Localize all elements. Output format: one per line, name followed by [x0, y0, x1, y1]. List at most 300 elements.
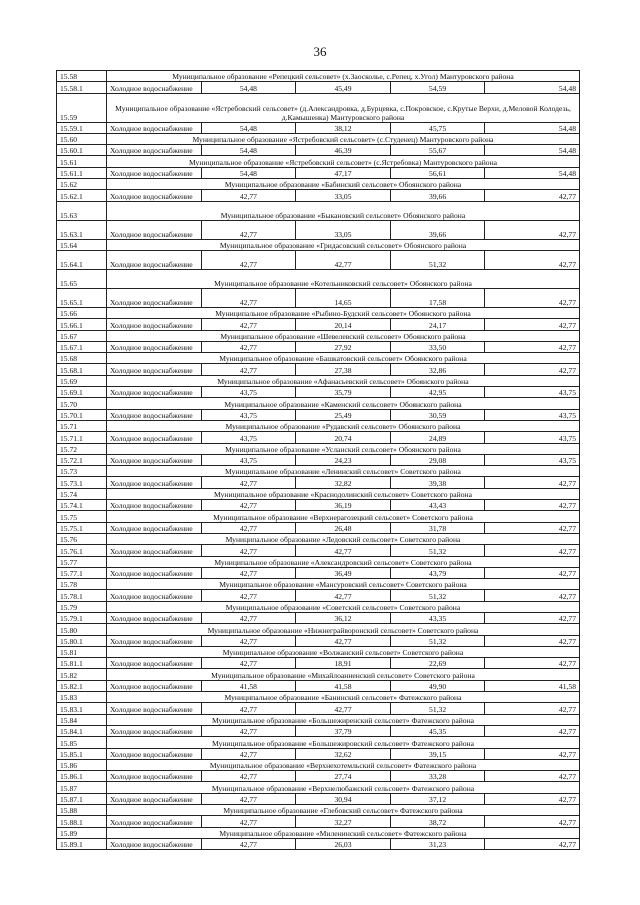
row-code: 15.65.1	[57, 288, 107, 307]
row-code: 15.78.1	[57, 590, 107, 601]
tariff-value: 42,77	[485, 220, 580, 239]
page-number: 36	[313, 44, 327, 59]
service-name: Холодное водоснабжение	[107, 250, 202, 269]
tariff-value: 42,77	[201, 190, 296, 201]
municipality-name: Муниципальное образование «Верхнехотемльский сельсовет» Фатежского района	[107, 759, 580, 770]
tariff-value: 42,77	[485, 816, 580, 827]
tariff-value: 18,91	[296, 658, 391, 669]
municipality-header-row	[57, 488, 580, 499]
tariff-value: 32,62	[296, 748, 391, 759]
tariff-value: 42,77	[485, 658, 580, 669]
tariff-value: 56,61	[390, 167, 485, 178]
service-name: Холодное водоснабжение	[107, 793, 202, 804]
tariff-value: 42,77	[485, 319, 580, 330]
municipality-name: Муниципальное образование «Усланский сельсовет» Обоянского района	[107, 443, 580, 454]
row-code: 15.70.1	[57, 409, 107, 420]
tariff-row	[57, 432, 580, 443]
service-name: Холодное водоснабжение	[107, 771, 202, 782]
tariff-row	[57, 122, 580, 133]
municipality-name: Муниципальное образование «Волжанский сельсовет» Советского района	[107, 646, 580, 657]
row-code: 15.75.1	[57, 522, 107, 533]
tariff-value: 42,77	[201, 288, 296, 307]
row-code: 15.80	[57, 624, 107, 635]
tariff-row	[57, 725, 580, 736]
tariff-value: 35,79	[296, 387, 391, 398]
tariff-value: 54,48	[485, 167, 580, 178]
municipality-name: Муниципальное образование «Ленинский сельсовет» Советского района	[107, 466, 580, 477]
tariff-value: 37,79	[296, 725, 391, 736]
municipality-header-row	[57, 156, 580, 167]
service-name: Холодное водоснабжение	[107, 567, 202, 578]
service-name: Холодное водоснабжение	[107, 167, 202, 178]
tariff-value: 32,86	[390, 364, 485, 375]
row-code: 15.88	[57, 805, 107, 816]
tariff-value: 30,94	[296, 793, 391, 804]
municipality-header-row	[57, 692, 580, 703]
tariff-value: 45,35	[390, 725, 485, 736]
tariff-row	[57, 82, 580, 93]
tariff-value: 42,77	[485, 612, 580, 623]
tariff-value: 25,49	[296, 409, 391, 420]
municipality-header-row	[57, 759, 580, 770]
tariff-row	[57, 409, 580, 420]
tariff-row	[57, 748, 580, 759]
row-code: 15.73	[57, 466, 107, 477]
tariff-value: 42,77	[296, 703, 391, 714]
municipality-name: Муниципальное образование «Афанасьевский сельсовет» Обоянского района	[107, 375, 580, 386]
tariff-value: 43,75	[485, 454, 580, 465]
tariff-value: 38,72	[390, 816, 485, 827]
row-code: 15.74.1	[57, 500, 107, 511]
tariff-value: 42,77	[201, 567, 296, 578]
row-code: 15.83	[57, 692, 107, 703]
row-code: 15.78	[57, 579, 107, 590]
service-name: Холодное водоснабжение	[107, 122, 202, 133]
tariff-value: 42,77	[485, 477, 580, 488]
tariff-value: 31,78	[390, 522, 485, 533]
tariff-value: 54,48	[201, 82, 296, 93]
row-code: 15.68	[57, 353, 107, 364]
row-code: 15.85	[57, 737, 107, 748]
municipality-header-row	[57, 579, 580, 590]
municipality-header-row	[57, 533, 580, 544]
tariff-value: 45,75	[390, 122, 485, 133]
row-code: 15.89.1	[57, 838, 107, 849]
tariff-value: 42,77	[485, 635, 580, 646]
tariff-row	[57, 288, 580, 307]
tariff-value: 42,77	[201, 220, 296, 239]
tariff-value: 42,77	[485, 838, 580, 849]
tariff-value: 51,32	[390, 250, 485, 269]
municipality-header-row	[57, 201, 580, 220]
municipality-name: Муниципальное образование «Ястребовский сельсовет» (с.Студенец) Мантуровского района	[107, 133, 580, 144]
tariff-value: 33,05	[296, 220, 391, 239]
row-code: 15.81	[57, 646, 107, 657]
municipality-header-row	[57, 307, 580, 318]
tariff-value: 49,90	[390, 680, 485, 691]
service-name: Холодное водоснабжение	[107, 477, 202, 488]
service-name: Холодное водоснабжение	[107, 725, 202, 736]
municipality-header-row	[57, 443, 580, 454]
tariff-value: 39,66	[390, 190, 485, 201]
service-name: Холодное водоснабжение	[107, 658, 202, 669]
tariff-value: 42,77	[485, 522, 580, 533]
municipality-name: Муниципальное образование «Большежиренский сельсовет» Фатежского района	[107, 714, 580, 725]
tariff-value: 33,50	[390, 341, 485, 352]
service-name: Холодное водоснабжение	[107, 703, 202, 714]
tariff-row	[57, 500, 580, 511]
service-name: Холодное водоснабжение	[107, 590, 202, 601]
tariff-value: 36,49	[296, 567, 391, 578]
row-code: 15.60	[57, 133, 107, 144]
tariff-value: 39,15	[390, 748, 485, 759]
service-name: Холодное водоснабжение	[107, 454, 202, 465]
tariff-value: 32,27	[296, 816, 391, 827]
tariff-row	[57, 319, 580, 330]
row-code: 15.75	[57, 511, 107, 522]
tariff-row	[57, 545, 580, 556]
tariff-value: 42,77	[201, 816, 296, 827]
row-code: 15.63	[57, 201, 107, 220]
tariff-value: 41,58	[296, 680, 391, 691]
row-code: 15.67.1	[57, 341, 107, 352]
tariff-value: 42,77	[201, 703, 296, 714]
municipality-header-row	[57, 805, 580, 816]
tariff-value: 42,77	[485, 567, 580, 578]
tariff-row	[57, 341, 580, 352]
row-code: 15.69	[57, 375, 107, 386]
tariff-value: 26,48	[296, 522, 391, 533]
service-name: Холодное водоснабжение	[107, 748, 202, 759]
municipality-name: Муниципальное образование «Мансуровский сельсовет» Советского района	[107, 579, 580, 590]
row-code: 15.84.1	[57, 725, 107, 736]
service-name: Холодное водоснабжение	[107, 612, 202, 623]
tariff-value: 42,77	[201, 341, 296, 352]
tariff-value: 42,77	[201, 771, 296, 782]
tariff-value: 27,74	[296, 771, 391, 782]
tariff-value: 47,17	[296, 167, 391, 178]
tariff-value: 36,12	[296, 612, 391, 623]
municipality-name: Муниципальное образование «Бабинский сельсовет» Обоянского района	[107, 179, 580, 190]
tariff-value: 42,77	[201, 500, 296, 511]
row-code: 15.76.1	[57, 545, 107, 556]
row-code: 15.80.1	[57, 635, 107, 646]
tariff-value: 39,66	[390, 220, 485, 239]
municipality-header-row	[57, 71, 580, 82]
tariff-value: 42,77	[201, 364, 296, 375]
row-code: 15.61	[57, 156, 107, 167]
row-code: 15.71.1	[57, 432, 107, 443]
tariff-value: 42,77	[201, 748, 296, 759]
service-name: Холодное водоснабжение	[107, 522, 202, 533]
municipality-name: Муниципальное образование «Александровский сельсовет» Советского района	[107, 556, 580, 567]
tariff-value: 20,14	[296, 319, 391, 330]
municipality-header-row	[57, 398, 580, 409]
tariff-value: 43,75	[201, 409, 296, 420]
tariff-value: 30,59	[390, 409, 485, 420]
service-name: Холодное водоснабжение	[107, 545, 202, 556]
municipality-header-row	[57, 601, 580, 612]
tariff-value: 43,75	[485, 432, 580, 443]
row-code: 15.58.1	[57, 82, 107, 93]
tariff-row	[57, 522, 580, 533]
tariff-row	[57, 590, 580, 601]
service-name: Холодное водоснабжение	[107, 288, 202, 307]
municipality-header-row	[57, 669, 580, 680]
tariff-value: 42,77	[201, 590, 296, 601]
service-name: Холодное водоснабжение	[107, 432, 202, 443]
tariff-value: 43,75	[485, 387, 580, 398]
municipality-name: Муниципальное образование «Репецкий сельсовет» (х.Заосколье, с.Репец, х.Угол) Мантуровского района	[107, 71, 580, 82]
service-name: Холодное водоснабжение	[107, 145, 202, 156]
municipality-header-row	[57, 624, 580, 635]
municipality-name: Муниципальное образование «Миленинский сельсовет» Фатежского района	[107, 827, 580, 838]
municipality-name: Муниципальное образование «Большежировский сельсовет» Фатежского района	[107, 737, 580, 748]
municipality-name: Муниципальное образование «Котельниковский сельсовет» Обоянского района	[107, 269, 580, 288]
tariff-value: 42,77	[296, 250, 391, 269]
tariff-value: 42,77	[485, 771, 580, 782]
municipality-name: Муниципальное образование «Ястребовский сельсовет» (д.Александровка, д.Бурцевка, с.Покровское, с.Крутые Верхи, д.Меловой Колодезь, д.Камышенка) Мантуровского района	[107, 93, 580, 122]
row-code: 15.87.1	[57, 793, 107, 804]
row-code: 15.86.1	[57, 771, 107, 782]
row-code: 15.65	[57, 269, 107, 288]
row-code: 15.64	[57, 239, 107, 250]
row-code: 15.69.1	[57, 387, 107, 398]
tariff-value: 42,77	[485, 190, 580, 201]
tariff-value: 51,32	[390, 635, 485, 646]
tariff-value: 54,59	[390, 82, 485, 93]
municipality-header-row	[57, 737, 580, 748]
tariff-value: 42,77	[485, 748, 580, 759]
municipality-name: Муниципальное образование «Глебовский сельсовет» Фатежского района	[107, 805, 580, 816]
service-name: Холодное водоснабжение	[107, 82, 202, 93]
tariff-value: 42,77	[296, 590, 391, 601]
municipality-header-row	[57, 179, 580, 190]
tariff-value: 38,12	[296, 122, 391, 133]
row-code: 15.86	[57, 759, 107, 770]
row-code: 15.72.1	[57, 454, 107, 465]
tariff-row	[57, 250, 580, 269]
tariff-value: 32,82	[296, 477, 391, 488]
row-code: 15.58	[57, 71, 107, 82]
tariff-row	[57, 771, 580, 782]
municipality-header-row	[57, 714, 580, 725]
tariff-value: 43,43	[390, 500, 485, 511]
municipality-name: Муниципальное образование «Рыбино-Будский сельсовет» Обоянского района	[107, 307, 580, 318]
tariff-value: 42,77	[201, 477, 296, 488]
tariff-value: 43,75	[201, 454, 296, 465]
row-code: 15.68.1	[57, 364, 107, 375]
municipality-name: Муниципальное образование «Верхнелюбажский сельсовет» Фатежского района	[107, 782, 580, 793]
tariff-value: 42,77	[485, 288, 580, 307]
tariff-value: 55,67	[390, 145, 485, 156]
service-name: Холодное водоснабжение	[107, 364, 202, 375]
row-code: 15.70	[57, 398, 107, 409]
tariff-table	[56, 70, 580, 850]
municipality-name: Муниципальное образование «Ястребовский сельсовет» (с.Ястребовка) Мантуровского района	[107, 156, 580, 167]
tariff-row	[57, 364, 580, 375]
service-name: Холодное водоснабжение	[107, 680, 202, 691]
municipality-header-row	[57, 827, 580, 838]
service-name: Холодное водоснабжение	[107, 409, 202, 420]
tariff-value: 51,32	[390, 545, 485, 556]
service-name: Холодное водоснабжение	[107, 500, 202, 511]
row-code: 15.63.1	[57, 220, 107, 239]
tariff-value: 42,95	[390, 387, 485, 398]
tariff-value: 42,77	[485, 793, 580, 804]
municipality-name: Муниципальное образование «Быкановский сельсовет» Обоянского района	[107, 201, 580, 220]
municipality-name: Муниципальное образование «Банинский сельсовет» Фатежского района	[107, 692, 580, 703]
municipality-name: Муниципальное образование «Гридасовский сельсовет» Обоянского района	[107, 239, 580, 250]
tariff-value: 24,89	[390, 432, 485, 443]
tariff-value: 54,48	[201, 122, 296, 133]
tariff-value: 42,77	[485, 341, 580, 352]
tariff-value: 24,17	[390, 319, 485, 330]
service-name: Холодное водоснабжение	[107, 190, 202, 201]
tariff-value: 42,77	[201, 250, 296, 269]
tariff-value: 24,23	[296, 454, 391, 465]
tariff-value: 42,77	[201, 319, 296, 330]
tariff-row	[57, 612, 580, 623]
row-code: 15.81.1	[57, 658, 107, 669]
row-code: 15.74	[57, 488, 107, 499]
municipality-name: Муниципальное образование «Михайлоанненский сельсовет» Советского района	[107, 669, 580, 680]
tariff-value: 20,74	[296, 432, 391, 443]
tariff-value: 17,58	[390, 288, 485, 307]
municipality-header-row	[57, 782, 580, 793]
row-code: 15.66.1	[57, 319, 107, 330]
row-code: 15.88.1	[57, 816, 107, 827]
tariff-value: 31,23	[390, 838, 485, 849]
municipality-name: Муниципальное образование «Советский сельсовет» Советского района	[107, 601, 580, 612]
row-code: 15.83.1	[57, 703, 107, 714]
municipality-header-row	[57, 93, 580, 122]
tariff-row	[57, 703, 580, 714]
tariff-value: 54,48	[485, 82, 580, 93]
municipality-name: Муниципальное образование «Каменский сельсовет» Обоянского района	[107, 398, 580, 409]
row-code: 15.87	[57, 782, 107, 793]
tariff-value: 51,32	[390, 590, 485, 601]
tariff-value: 54,48	[485, 145, 580, 156]
row-code: 15.60.1	[57, 145, 107, 156]
municipality-header-row	[57, 269, 580, 288]
row-code: 15.82.1	[57, 680, 107, 691]
row-code: 15.62	[57, 179, 107, 190]
tariff-value: 42,77	[485, 250, 580, 269]
municipality-header-row	[57, 133, 580, 144]
tariff-value: 42,77	[485, 364, 580, 375]
row-code: 15.72	[57, 443, 107, 454]
municipality-header-row	[57, 375, 580, 386]
tariff-row	[57, 635, 580, 646]
municipality-name: Муниципальное образование «Нижнеграйворонский сельсовет» Советского района	[107, 624, 580, 635]
tariff-value: 42,77	[485, 590, 580, 601]
service-name: Холодное водоснабжение	[107, 319, 202, 330]
tariff-value: 42,77	[485, 545, 580, 556]
tariff-value: 54,48	[201, 167, 296, 178]
tariff-value: 33,05	[296, 190, 391, 201]
tariff-value: 41,58	[485, 680, 580, 691]
tariff-value: 42,77	[296, 545, 391, 556]
row-code: 15.76	[57, 533, 107, 544]
tariff-value: 43,75	[485, 409, 580, 420]
row-code: 15.89	[57, 827, 107, 838]
row-code: 15.61.1	[57, 167, 107, 178]
tariff-value: 22,69	[390, 658, 485, 669]
service-name: Холодное водоснабжение	[107, 341, 202, 352]
row-code: 15.62.1	[57, 190, 107, 201]
tariff-row	[57, 838, 580, 849]
tariff-value: 43,79	[390, 567, 485, 578]
tariff-row	[57, 220, 580, 239]
tariff-row	[57, 190, 580, 201]
row-code: 15.67	[57, 330, 107, 341]
service-name: Холодное водоснабжение	[107, 816, 202, 827]
municipality-header-row	[57, 330, 580, 341]
tariff-value: 42,77	[201, 522, 296, 533]
municipality-header-row	[57, 239, 580, 250]
service-name: Холодное водоснабжение	[107, 838, 202, 849]
row-code: 15.64.1	[57, 250, 107, 269]
tariff-value: 39,38	[390, 477, 485, 488]
row-code: 15.66	[57, 307, 107, 318]
tariff-value: 26,03	[296, 838, 391, 849]
municipality-name: Муниципальное образование «Башкатовский сельсовет» Обоянского района	[107, 353, 580, 364]
tariff-row	[57, 658, 580, 669]
row-code: 15.59	[57, 93, 107, 122]
tariff-value: 42,77	[485, 500, 580, 511]
tariff-row	[57, 167, 580, 178]
service-name: Холодное водоснабжение	[107, 635, 202, 646]
municipality-header-row	[57, 646, 580, 657]
tariff-value: 42,77	[201, 838, 296, 849]
tariff-value: 14,65	[296, 288, 391, 307]
tariff-value: 45,49	[296, 82, 391, 93]
tariff-row	[57, 387, 580, 398]
tariff-value: 42,77	[296, 635, 391, 646]
row-code: 15.71	[57, 420, 107, 431]
municipality-name: Муниципальное образование «Рудавский сельсовет» Обоянского района	[107, 420, 580, 431]
tariff-value: 42,77	[201, 545, 296, 556]
row-code: 15.73.1	[57, 477, 107, 488]
row-code: 15.77.1	[57, 567, 107, 578]
tariff-value: 42,77	[201, 658, 296, 669]
tariff-value: 41,58	[201, 680, 296, 691]
municipality-header-row	[57, 353, 580, 364]
tariff-value: 37,12	[390, 793, 485, 804]
municipality-header-row	[57, 556, 580, 567]
tariff-value: 33,28	[390, 771, 485, 782]
service-name: Холодное водоснабжение	[107, 387, 202, 398]
row-code: 15.79.1	[57, 612, 107, 623]
tariff-row	[57, 680, 580, 691]
tariff-value: 43,35	[390, 612, 485, 623]
tariff-row	[57, 454, 580, 465]
row-code: 15.79	[57, 601, 107, 612]
tariff-value: 54,48	[485, 122, 580, 133]
municipality-header-row	[57, 420, 580, 431]
municipality-header-row	[57, 511, 580, 522]
service-name: Холодное водоснабжение	[107, 220, 202, 239]
tariff-row	[57, 793, 580, 804]
tariff-value: 42,77	[201, 725, 296, 736]
tariff-row	[57, 567, 580, 578]
tariff-value: 46,39	[296, 145, 391, 156]
row-code: 15.82	[57, 669, 107, 680]
tariff-row	[57, 145, 580, 156]
municipality-name: Муниципальное образование «Верхнерагозецкий сельсовет» Советского района	[107, 511, 580, 522]
tariff-value: 36,19	[296, 500, 391, 511]
